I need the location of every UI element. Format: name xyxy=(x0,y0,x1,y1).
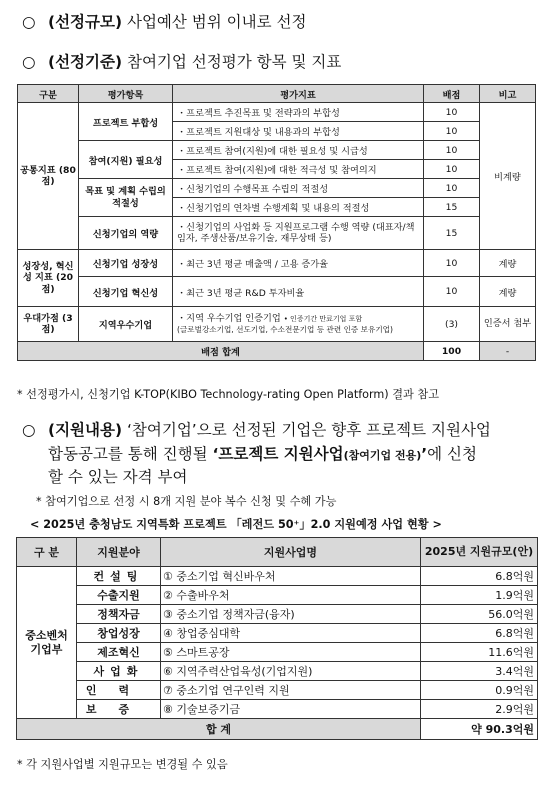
table-header-row xyxy=(18,85,536,103)
amount: 2.9억원 xyxy=(421,700,538,719)
score: 10 xyxy=(424,250,480,277)
group-common: 공통지표 (80점) xyxy=(18,103,79,250)
score: 10 xyxy=(424,141,480,160)
score: 10 xyxy=(424,160,480,179)
indicator-main: ・지역 우수기업 인증기업 xyxy=(177,312,284,324)
table-row xyxy=(18,217,536,250)
score: 10 xyxy=(424,179,480,198)
total-value: 100 xyxy=(424,342,480,361)
amount: 0.9억원 xyxy=(421,681,538,700)
section-selection-scale xyxy=(0,10,306,32)
field: 컨설팅 xyxy=(77,567,161,586)
table-row xyxy=(17,605,538,624)
indicator-line2: (글로벌강소기업, 선도기업, 수소전문기업 등 관련 인증 보유기업) xyxy=(177,325,393,334)
table-row xyxy=(17,662,538,681)
amount: 6.8억원 xyxy=(421,567,538,586)
section-text: 참여기업 선정평가 항목 및 지표 xyxy=(122,53,342,71)
indicator: ・프로젝트 참여(지원)에 대한 필요성 및 시급성 xyxy=(173,141,424,160)
footnote-changeable: * 각 지원사업별 지원규모는 변경될 수 있음 xyxy=(17,758,228,771)
program-name: ‘프로젝트 지원사업 xyxy=(212,445,344,463)
header-category: 구 분 xyxy=(17,538,77,567)
amount: 11.6억원 xyxy=(421,643,538,662)
score: 15 xyxy=(424,217,480,250)
note-cert: 인증서 첨부 xyxy=(480,307,536,342)
footnote-multiple: * 참여기업으로 선정 시 8개 지원 분야 복수 신청 및 수혜 가능 xyxy=(36,495,337,508)
total-value: 약 90.3억원 xyxy=(421,719,538,740)
indicator xyxy=(173,307,424,342)
field: 보증 xyxy=(77,700,161,719)
note-quant: 계량 xyxy=(480,250,536,277)
indicator: ・프로젝트 추진목표 및 전략과의 부합성 xyxy=(173,103,424,122)
table-row xyxy=(18,250,536,277)
program-name: ② 수출바우처 xyxy=(161,586,421,605)
indicator: ・최근 3년 평균 R&D 투자비율 xyxy=(173,277,424,307)
program-name: ⑧ 기술보증기금 xyxy=(161,700,421,719)
table2-title: < 2025년 충청남도 지역특화 프로젝트 「레전드 50⁺」2.0 지원예정 사업 현황 > xyxy=(30,518,442,531)
amount: 56.0억원 xyxy=(421,605,538,624)
table-row xyxy=(18,307,536,342)
header-indicator: 평가지표 xyxy=(173,85,424,103)
header-program: 지원사업명 xyxy=(161,538,421,567)
header-field: 지원분야 xyxy=(77,538,161,567)
header-note: 비고 xyxy=(480,85,536,103)
section-label: (지원내용) xyxy=(48,421,123,439)
field: 제조혁신 xyxy=(77,643,161,662)
table-row xyxy=(17,586,538,605)
indicator: ・프로젝트 참여(지원)에 대한 적극성 및 참여의지 xyxy=(173,160,424,179)
table-total-row xyxy=(18,342,536,361)
text: 합동공고를 통해 진행될 xyxy=(48,445,213,463)
indicator: ・신청기업의 사업화 등 지원프로그램 수행 역량 (대표자/책임자, 주생산품/보유기술, 재무상태 등) xyxy=(173,217,424,250)
indicator: ・신청기업의 수행목표 수립의 적절성 xyxy=(173,179,424,198)
item-necessity: 참여(지원) 필요성 xyxy=(79,141,173,179)
footnote-ktop: * 선정평가시, 신청기업 K-TOP(KIBO Technology-rating Open Platform) 결과 참고 xyxy=(17,388,440,401)
support-programs-table xyxy=(16,537,538,740)
field: 정책자금 xyxy=(77,605,161,624)
amount: 3.4억원 xyxy=(421,662,538,681)
table-row xyxy=(17,681,538,700)
header-amount: 2025년 지원규모(안) xyxy=(421,538,538,567)
program-name: ⑤ 스마트공장 xyxy=(161,643,421,662)
amount: 6.8억원 xyxy=(421,624,538,643)
header-category: 구분 xyxy=(18,85,79,103)
evaluation-criteria-table xyxy=(17,84,536,361)
table-row xyxy=(17,567,538,586)
section-support-line3: 할 수 있는 자격 부여 xyxy=(48,468,188,486)
indicator: ・신청기업의 연차별 수행계획 및 내용의 적절성 xyxy=(173,198,424,217)
indicator: ・프로젝트 지원대상 및 내용과의 부합성 xyxy=(173,122,424,141)
program-close: ’ xyxy=(421,445,428,463)
table-total-row xyxy=(17,719,538,740)
field: 인력 xyxy=(77,681,161,700)
indicator-small: • 인증기간 만료기업 포함 xyxy=(283,314,363,323)
program-name: ① 중소기업 혁신바우처 xyxy=(161,567,421,586)
section-text: ‘참여기업’으로 선정된 기업은 향후 프로젝트 지원사업 xyxy=(122,421,491,439)
circle-bullet-icon: ○ xyxy=(22,421,36,439)
section-selection-criteria xyxy=(0,50,341,72)
section-label: (선정규모) xyxy=(48,13,123,31)
program-name: ⑦ 중소기업 연구인력 지원 xyxy=(161,681,421,700)
item-capability: 신청기업의 역량 xyxy=(79,217,173,250)
section-support-line2 xyxy=(48,442,477,464)
item-growth: 신청기업 성장성 xyxy=(79,250,173,277)
section-text: 사업예산 범위 이내로 선정 xyxy=(122,13,307,31)
field: 창업성장 xyxy=(77,624,161,643)
total-dash: - xyxy=(480,342,536,361)
item-regional: 지역우수기업 xyxy=(79,307,173,342)
section-label: (선정기준) xyxy=(48,53,123,71)
item-plan: 목표 및 계획 수립의 적절성 xyxy=(79,179,173,217)
group-bonus: 우대가점 (3점) xyxy=(18,307,79,342)
field: 수출지원 xyxy=(77,586,161,605)
circle-bullet-icon: ○ xyxy=(22,13,36,31)
note-quant: 계량 xyxy=(480,277,536,307)
item-innovation: 신청기업 혁신성 xyxy=(79,277,173,307)
group-mss: 중소벤처 기업부 xyxy=(17,567,77,719)
score: 10 xyxy=(424,122,480,141)
indicator: ・최근 3년 평균 매출액 / 고용 증가율 xyxy=(173,250,424,277)
total-label: 합 계 xyxy=(17,719,421,740)
field: 사업화 xyxy=(77,662,161,681)
group-growth: 성장성, 혁신성 지표 (20점) xyxy=(18,250,79,307)
total-label: 배점 합계 xyxy=(18,342,424,361)
circle-bullet-icon: ○ xyxy=(22,53,36,71)
table-row xyxy=(18,179,536,198)
header-score: 배점 xyxy=(424,85,480,103)
score: (3) xyxy=(424,307,480,342)
program-name: ③ 중소기업 정책자금(융자) xyxy=(161,605,421,624)
program-name: ⑥ 지역주력산업육성(기업지원) xyxy=(161,662,421,681)
table-row xyxy=(18,103,536,122)
note-common: 비계량 xyxy=(480,103,536,250)
section-support-content xyxy=(0,418,491,440)
score: 10 xyxy=(424,103,480,122)
item-project-fit: 프로젝트 부합성 xyxy=(79,103,173,141)
header-item: 평가항목 xyxy=(79,85,173,103)
score: 10 xyxy=(424,277,480,307)
table-header-row xyxy=(17,538,538,567)
table-row xyxy=(18,277,536,307)
amount: 1.9억원 xyxy=(421,586,538,605)
table-row xyxy=(17,700,538,719)
program-name: ④ 창업중심대학 xyxy=(161,624,421,643)
text: 에 신청 xyxy=(427,445,477,463)
score: 15 xyxy=(424,198,480,217)
table-row xyxy=(18,141,536,160)
table-row xyxy=(17,624,538,643)
table-row xyxy=(17,643,538,662)
program-qualifier: (참여기업 전용) xyxy=(343,449,422,462)
